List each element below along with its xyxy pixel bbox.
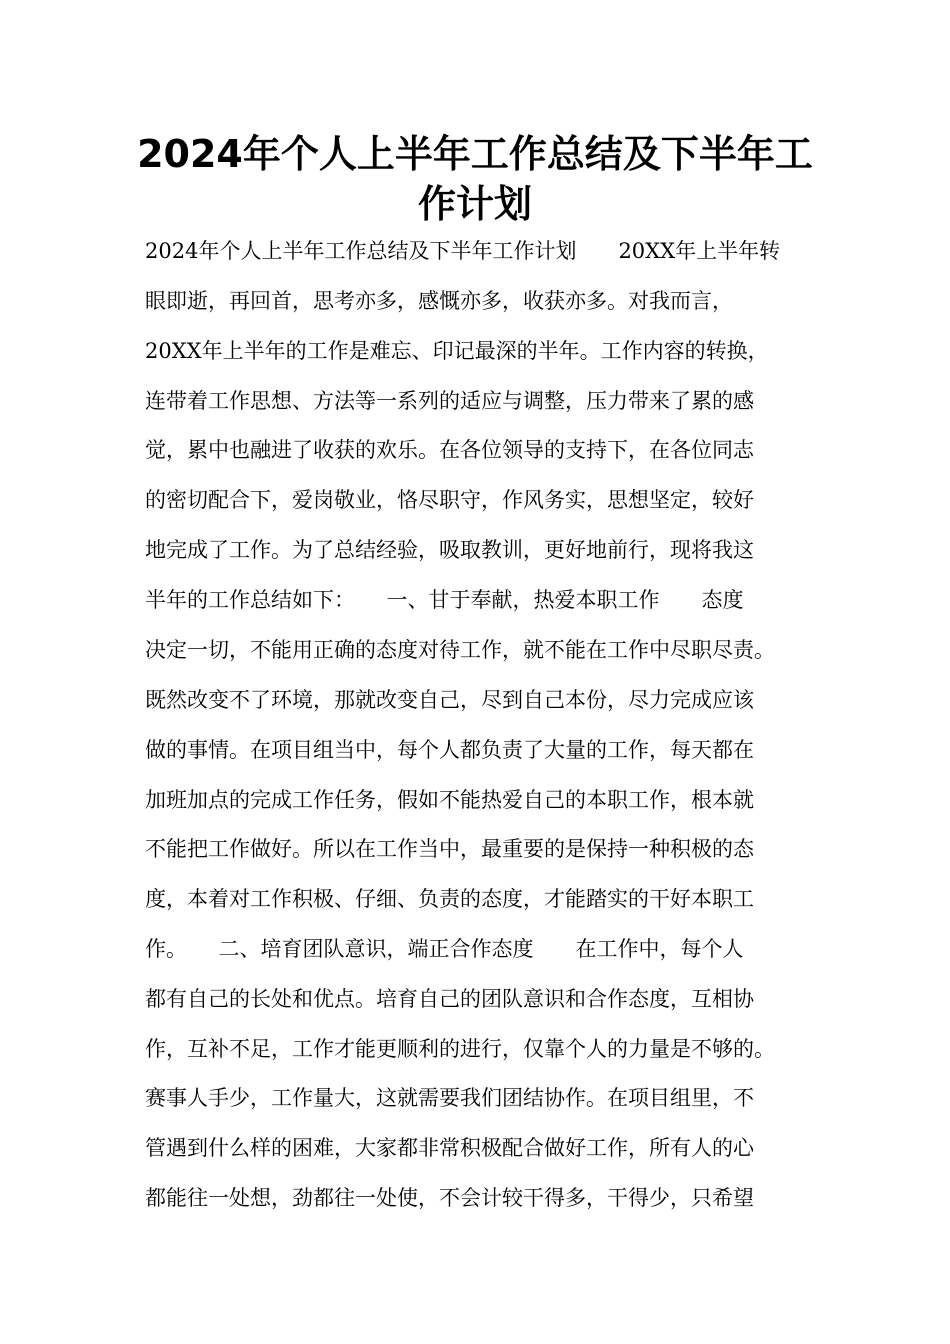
document-title-line-1: 2024年个人上半年工作总结及下半年工	[137, 132, 813, 176]
body-line: 作，互补不足，工作才能更顺利的进行，仅靠个人的力量是不够的。	[145, 1037, 775, 1061]
body-line: 决定一切，不能用正确的态度对待工作，就不能在工作中尽职尽责。	[145, 638, 775, 662]
body-line: 都有自己的长处和优点。培育自己的团队意识和合作态度，互相协	[145, 987, 754, 1011]
body-line: 度，本着对工作积极、仔细、负责的态度，才能踏实的干好本职工	[145, 887, 754, 911]
body-line: 20XX年上半年的工作是难忘、印记最深的半年。工作内容的转换，	[145, 339, 769, 363]
body-line: 半年的工作总结如下： 一、甘于奉献，热爱本职工作 态度	[145, 588, 744, 612]
body-line: 的密切配合下，爱岗敬业，恪尽职守，作风务实，思想坚定，较好	[145, 488, 754, 512]
body-line: 管遇到什么样的困难，大家都非常积极配合做好工作，所有人的心	[145, 1136, 754, 1160]
body-line: 都能往一处想，劲都往一处使，不会计较干得多，干得少，只希望	[145, 1186, 754, 1210]
body-line: 既然改变不了环境，那就改变自己，尽到自己本份，尽力完成应该	[145, 688, 754, 712]
body-line: 作。 二、培育团队意识，端正合作态度 在工作中，每个人	[145, 937, 744, 961]
document-title-line-2: 作计划	[417, 182, 532, 226]
body-line: 眼即逝，再回首，思考亦多，感慨亦多，收获亦多。对我而言，	[145, 289, 733, 313]
body-line: 地完成了工作。为了总结经验，吸取教训，更好地前行，现将我这	[145, 538, 754, 562]
body-line: 做的事情。在项目组当中，每个人都负责了大量的工作，每天都在	[145, 738, 754, 762]
body-line: 赛事人手少，工作量大，这就需要我们团结协作。在项目组里，不	[145, 1086, 754, 1110]
body-line: 连带着工作思想、方法等一系列的适应与调整，压力带来了累的感	[145, 389, 754, 413]
body-line: 加班加点的完成工作任务，假如不能热爱自己的本职工作，根本就	[145, 788, 754, 812]
body-line: 不能把工作做好。所以在工作当中，最重要的是保持一种积极的态	[145, 837, 754, 861]
body-line: 2024年个人上半年工作总结及下半年工作计划 20XX年上半年转	[145, 239, 781, 263]
body-line: 觉，累中也融进了收获的欢乐。在各位领导的支持下，在各位同志	[145, 438, 754, 462]
